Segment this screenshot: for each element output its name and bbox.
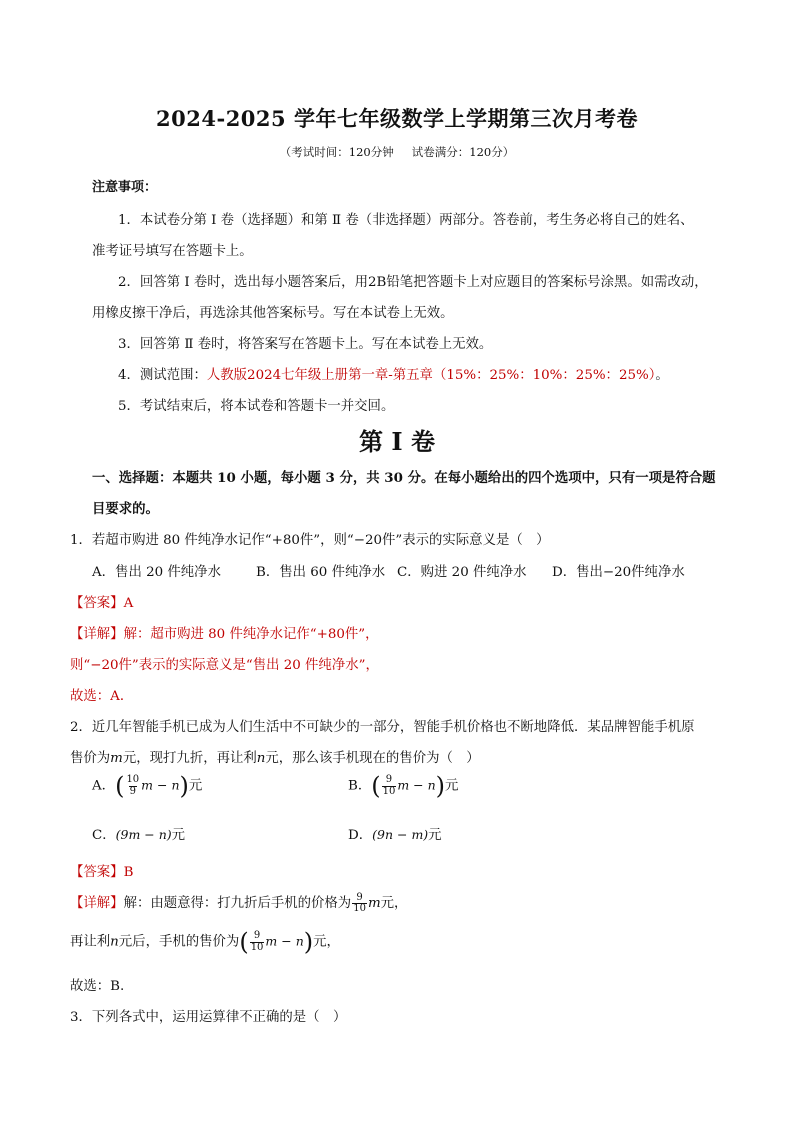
detail-text: 再让利 (70, 934, 111, 950)
denominator: 10 (250, 941, 264, 953)
part-one-line-1: 一、选择题：本题共 10 小题，每小题 3 分，共 30 分。在每小题给出的四个选项中，只有一项是符合题 (92, 470, 716, 486)
option-label: D． (348, 828, 373, 843)
question-1-stem: 1．若超市购进 80 件纯净水记作“+80件”，则“−20件”表示的实际意义是（ ） (70, 533, 550, 548)
numerator: 9 (253, 930, 261, 941)
var-m: m (367, 896, 381, 911)
exam-subtitle (0, 144, 794, 160)
question-1-detail-line-1 (70, 623, 379, 642)
var-n: n (110, 934, 119, 950)
fraction (382, 775, 397, 797)
question-2-option-b: B．( $\frac{9}{10}$ m − n)元 (348, 772, 459, 800)
stem-text: 元，现打九折，再让利 (122, 751, 257, 766)
notice-item-4-suffix: 。 (655, 368, 669, 383)
unit: 元 (188, 778, 203, 794)
test-scope: 人教版2024七年级上册第一章-第五章（15%：25%：10%：25%：25%） (206, 368, 656, 383)
question-2-option-a: A．( $\frac{10}{9}$ m − n)元 (92, 772, 203, 800)
expression: m − n (141, 777, 180, 793)
detail-text: 元， (380, 896, 408, 911)
question-2-answer (70, 861, 133, 880)
question-2-stem-line-1: 2．近几年智能手机已成为人们生活中不可缺少的一部分，智能手机价格也不断地降低．某品牌智能手机原 (70, 720, 695, 735)
var-n: n (256, 751, 266, 766)
stem-text: 售价为 (70, 751, 111, 766)
denominator: 10 (353, 903, 366, 914)
notice-item-2-line-2: 用橡皮擦干净后，再选涂其他答案标号。写在本试卷上无效。 (92, 306, 454, 321)
question-3-stem: 3．下列各式中，运用运算律不正确的是（ ） (70, 1010, 347, 1025)
denominator: 9 (129, 785, 136, 797)
notice-item-1-line-1: 1．本试卷分第 Ⅰ 卷（选择题）和第 Ⅱ 卷（非选择题）两部分。答卷前，考生务必将自己的姓名、 (118, 213, 694, 228)
question-1-option-c: C．购进 20 件纯净水 (397, 565, 527, 580)
var-m: m (110, 751, 123, 766)
notice-item-4 (118, 364, 669, 383)
notice-item-4-prefix: 4．测试范围： (118, 368, 207, 383)
answer-label: 【答案】 (70, 596, 124, 611)
question-2-conclusion: 故选：B. (70, 979, 125, 994)
notice-item-1-line-2: 准考证号填写在答题卡上。 (92, 244, 253, 259)
part-one-line-2: 目要求的。 (92, 501, 159, 517)
numerator: 9 (356, 891, 363, 903)
question-2-stem-line-2 (70, 747, 480, 766)
section-title: 第 Ⅰ 卷 (359, 427, 435, 456)
notice-item-3: 3．回答第 Ⅱ 卷时，将答案写在答题卡上。写在本试卷上无效。 (118, 337, 493, 352)
question-1-option-a: A．售出 20 件纯净水 (92, 565, 221, 580)
answer-label: 【答案】 (70, 865, 124, 880)
question-2-detail-line-1 (70, 892, 407, 915)
option-label: A． (92, 778, 116, 794)
fraction (250, 931, 265, 953)
answer-value: A (123, 596, 134, 611)
question-2-option-c (92, 824, 185, 843)
stem-text: 元，那么该手机现在的售价为（ ） (265, 751, 480, 766)
exam-time: （考试时间：120分钟 (279, 145, 394, 159)
answer-value: B (123, 865, 134, 880)
question-1-answer (70, 592, 133, 611)
page-title: 2024-2025 学年七年级数学上学期第三次月考卷 (156, 106, 638, 131)
expression: m − n (265, 933, 304, 949)
detail-text: 解：超市购进 80 件纯净水记作“+80件”， (123, 627, 379, 642)
numerator: 10 (126, 774, 140, 785)
question-1-conclusion: 故选：A． (70, 689, 134, 704)
option-label: B． (348, 778, 372, 794)
question-2-option-d (348, 824, 442, 843)
detail-label: 【详解】 (70, 627, 124, 642)
detail-text: 解：由题意得：打九折后手机的价格为 (123, 896, 352, 911)
unit: 元 (171, 828, 186, 843)
notice-item-5: 5．考试结束后，将本试卷和答题卡一并交回。 (118, 399, 395, 414)
detail-text: 元后，手机的售价为 (118, 934, 240, 950)
option-label: C． (92, 828, 116, 843)
question-2-detail-line-2: 再让利n元后，手机的售价为( $\frac{9}{10}$ m − n)元， (70, 928, 340, 956)
detail-text: 元， (313, 934, 340, 950)
expression: (9m − n) (115, 827, 172, 842)
numerator: 9 (385, 774, 393, 785)
detail-label: 【详解】 (70, 896, 124, 911)
question-1-detail-line-2: 则“−20件”表示的实际意义是“售出 20 件纯净水”， (70, 658, 379, 673)
expression: m − n (397, 777, 436, 793)
exam-score: 试卷满分：120分） (411, 145, 515, 159)
notice-heading: 注意事项： (92, 180, 158, 195)
fraction (352, 893, 367, 915)
question-1-option-b: B．售出 60 件纯净水 (256, 565, 386, 580)
question-1-option-d: D．售出−20件纯净水 (552, 565, 685, 580)
denominator: 10 (382, 785, 396, 797)
notice-item-2-line-1: 2．回答第 Ⅰ 卷时，选出每小题答案后，用2B铅笔把答题卡上对应题目的答案标号涂黑。如需改动， (118, 275, 708, 290)
expression: (9n − m) (372, 827, 429, 842)
fraction (125, 775, 140, 797)
unit: 元 (428, 828, 442, 843)
unit: 元 (445, 778, 459, 794)
